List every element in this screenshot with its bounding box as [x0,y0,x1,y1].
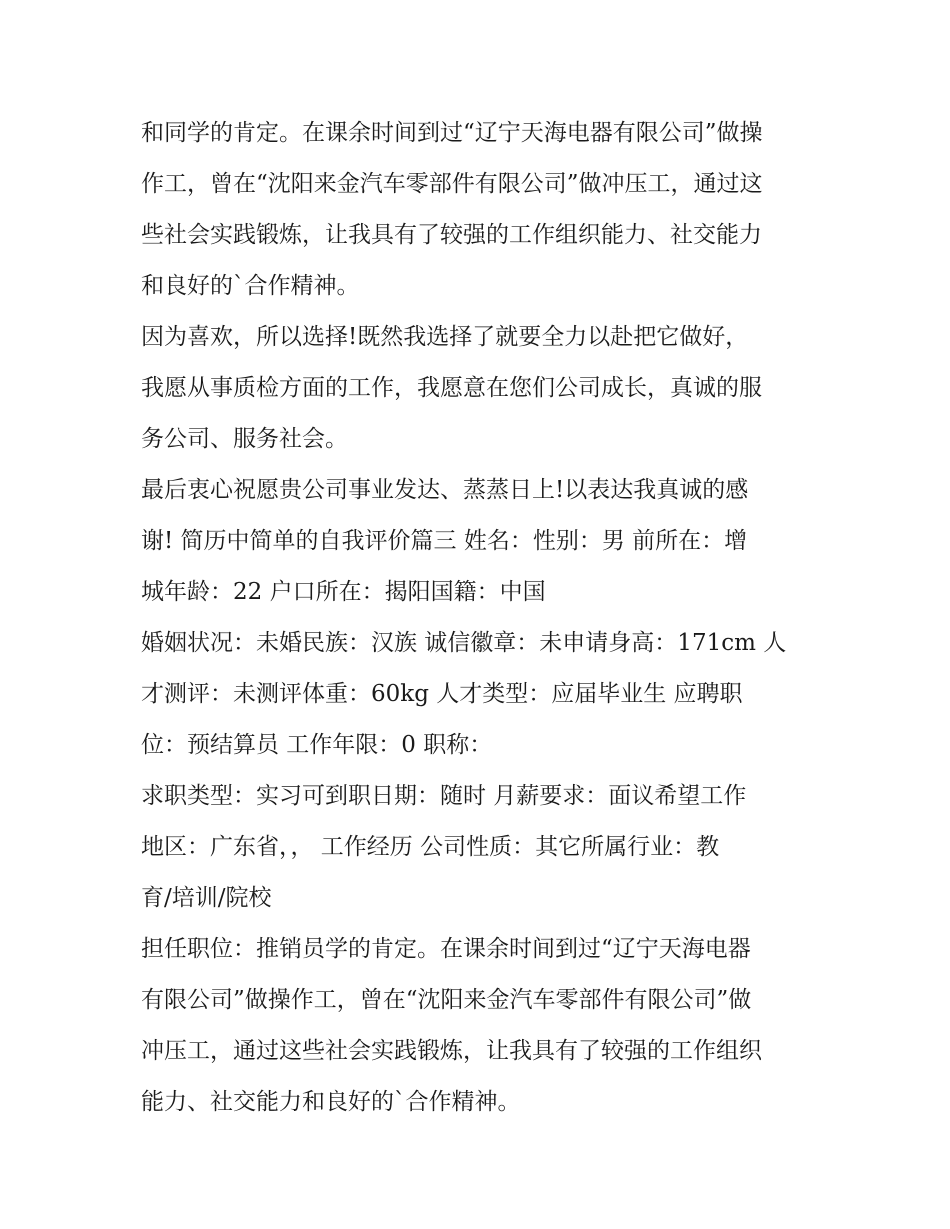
text-line: 我愿从事质检方面的工作，我愿意在您们公司成长，真诚的服 [141,375,762,401]
text-line: 务公司、服务社会。 [141,426,348,452]
text-line: 才测评：未测评体重：60kg 人才类型：应届毕业生 应聘职 [141,681,743,707]
text-line: 因为喜欢，所以选择!既然我选择了就要全力以赴把它做好， [141,324,749,350]
document-body [141,108,821,1128]
text-line: 位：预结算员 工作年限：0 职称： [141,732,493,758]
text-line: 些社会实践锻炼，让我具有了较强的工作组织能力、社交能力 [141,222,762,248]
text-line: 最后衷心祝愿贵公司事业发达、蒸蒸日上!以表达我真诚的感 [141,477,749,503]
text-line: 育/培训/院校 [141,885,272,911]
text-line: 和良好的`合作精神。 [141,273,360,299]
text-line: 求职类型：实习可到职日期：随时 月薪要求：面议希望工作 [141,783,747,809]
text-line: 能力、社交能力和良好的`合作精神。 [141,1089,521,1115]
text-line: 作工，曾在“沈阳来金汽车零部件有限公司”做冲压工，通过这 [141,171,763,197]
text-line: 婚姻状况：未婚民族：汉族 诚信徽章：未申请身高：171cm 人 [141,630,787,656]
text-line: 城年龄：22 户口所在：揭阳国籍：中国 [141,579,546,605]
text-line: 担任职位：推销员学的肯定。在课余时间到过“辽宁天海电器 [141,936,751,962]
text-line: 地区：广东省，， 工作经历 公司性质：其它所属行业：教 [141,834,720,860]
text-line: 谢! 简历中简单的自我评价篇三 姓名：性别：男 前所在：增 [141,528,748,554]
text-line: 有限公司”做操作工，曾在“沈阳来金汽车零部件有限公司”做 [141,987,752,1013]
text-line: 和同学的肯定。在课余时间到过“辽宁天海电器有限公司”做操 [141,120,763,146]
text-line: 冲压工，通过这些社会实践锻炼，让我具有了较强的工作组织 [141,1038,762,1064]
